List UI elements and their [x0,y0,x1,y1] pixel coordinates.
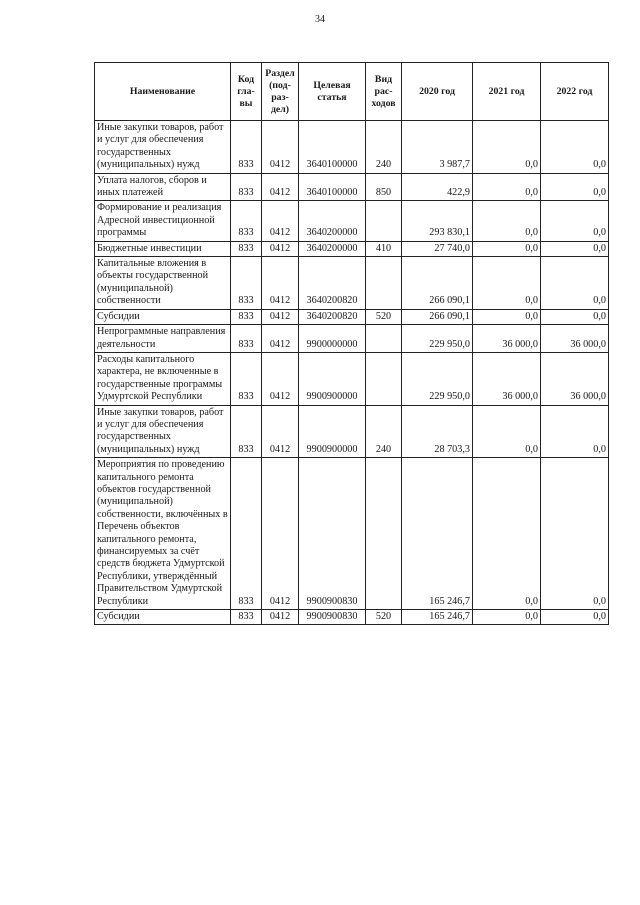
row-2020: 266 090,1 [402,309,473,324]
row-2022: 36 000,0 [541,325,609,353]
table-row [95,458,609,610]
header-2020: 2020 год [402,63,473,121]
header-2021: 2021 год [473,63,541,121]
row-section: 0412 [262,352,299,405]
row-2022: 0,0 [541,241,609,256]
row-2021: 0,0 [473,121,541,174]
row-2022: 0,0 [541,458,609,610]
row-2020: 27 740,0 [402,241,473,256]
page-number: 34 [315,14,325,25]
header-target: Целевая статья [299,63,366,121]
row-expense: 520 [366,610,402,625]
table-row [95,241,609,256]
row-expense: 520 [366,309,402,324]
row-section: 0412 [262,173,299,201]
row-expense: 240 [366,121,402,174]
row-2021: 0,0 [473,309,541,324]
row-2021: 0,0 [473,241,541,256]
row-2021: 36 000,0 [473,352,541,405]
row-target: 9900900830 [299,610,366,625]
row-2022: 0,0 [541,610,609,625]
row-name: Непрограммные направления деятельности [95,325,231,353]
row-2020: 266 090,1 [402,257,473,310]
row-section: 0412 [262,325,299,353]
row-expense: 410 [366,241,402,256]
row-2020: 165 246,7 [402,610,473,625]
row-2021: 0,0 [473,173,541,201]
row-2020: 165 246,7 [402,458,473,610]
row-name: Бюджетные инвестиции [95,241,231,256]
row-2022: 0,0 [541,121,609,174]
row-target: 3640100000 [299,121,366,174]
header-2022: 2022 год [541,63,609,121]
row-target: 9900900830 [299,458,366,610]
row-expense [366,325,402,353]
row-2021: 0,0 [473,610,541,625]
header-expense: Вид рас- ходов [366,63,402,121]
table-row [95,201,609,241]
header-section: Раздел (под- раз- дел) [262,63,299,121]
row-section: 0412 [262,257,299,310]
row-2022: 36 000,0 [541,352,609,405]
row-2022: 0,0 [541,257,609,310]
table-row [95,610,609,625]
row-chapter: 833 [231,458,262,610]
row-2021: 0,0 [473,405,541,458]
row-chapter: 833 [231,241,262,256]
row-target: 3640200000 [299,241,366,256]
table-row [95,325,609,353]
row-2020: 28 703,3 [402,405,473,458]
row-2020: 229 950,0 [402,352,473,405]
row-name: Субсидии [95,610,231,625]
row-2021: 0,0 [473,257,541,310]
row-2020: 422,9 [402,173,473,201]
row-section: 0412 [262,610,299,625]
row-expense: 850 [366,173,402,201]
table-row [95,257,609,310]
table-header-row [95,63,609,121]
row-2021: 0,0 [473,201,541,241]
row-2022: 0,0 [541,405,609,458]
row-2020: 3 987,7 [402,121,473,174]
row-expense [366,352,402,405]
row-target: 3640200820 [299,257,366,310]
row-target: 3640200820 [299,309,366,324]
row-2020: 229 950,0 [402,325,473,353]
budget-table [94,62,609,625]
row-chapter: 833 [231,610,262,625]
row-expense [366,201,402,241]
row-name: Формирование и реализация Адресной инвестиционной программы [95,201,231,241]
row-name: Субсидии [95,309,231,324]
row-2021: 0,0 [473,458,541,610]
table-row [95,309,609,324]
row-2020: 293 830,1 [402,201,473,241]
row-chapter: 833 [231,121,262,174]
row-section: 0412 [262,121,299,174]
row-expense [366,257,402,310]
header-name: Наименование [95,63,231,121]
row-name: Уплата налогов, сборов и иных платежей [95,173,231,201]
table-row [95,405,609,458]
row-chapter: 833 [231,309,262,324]
row-target: 3640200000 [299,201,366,241]
row-section: 0412 [262,405,299,458]
row-section: 0412 [262,201,299,241]
row-chapter: 833 [231,257,262,310]
row-name: Иные закупки товаров, работ и услуг для обеспечения государственных (муниципальных) нужд [95,121,231,174]
row-2021: 36 000,0 [473,325,541,353]
row-chapter: 833 [231,173,262,201]
table-row [95,352,609,405]
row-target: 9900000000 [299,325,366,353]
row-name: Расходы капитального характера, не включенные в государственные программы Удмуртской Республики [95,352,231,405]
row-name: Иные закупки товаров, работ и услуг для обеспечения государственных (муниципальных) нужд [95,405,231,458]
row-section: 0412 [262,458,299,610]
row-target: 9900900000 [299,405,366,458]
row-section: 0412 [262,241,299,256]
row-chapter: 833 [231,405,262,458]
row-target: 9900900000 [299,352,366,405]
row-name: Мероприятия по проведению капитального ремонта объектов государственной (муниципальной) собственности, включённых в Перечень объектов капитального ремонта, финансируемых за счёт средств бюджета Удмуртской Республики, утверждённый Правительством Удмуртской Республики [95,458,231,610]
row-chapter: 833 [231,352,262,405]
row-expense [366,458,402,610]
row-name: Капитальные вложения в объекты государственной (муниципальной) собственности [95,257,231,310]
table-row [95,121,609,174]
row-2022: 0,0 [541,201,609,241]
row-2022: 0,0 [541,173,609,201]
row-chapter: 833 [231,201,262,241]
row-section: 0412 [262,309,299,324]
table-row [95,173,609,201]
row-expense: 240 [366,405,402,458]
row-chapter: 833 [231,325,262,353]
header-chapter: Код гла- вы [231,63,262,121]
row-2022: 0,0 [541,309,609,324]
row-target: 3640100000 [299,173,366,201]
